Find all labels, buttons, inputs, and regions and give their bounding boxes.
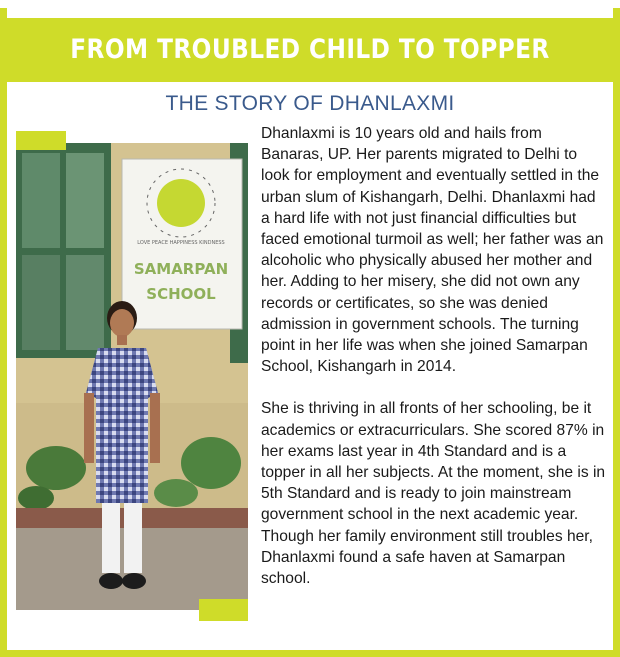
school-sign: [122, 159, 242, 329]
accent-block-top: [16, 131, 66, 150]
title-banner: [7, 18, 613, 82]
story-paragraph-1: Dhanlaxmi is 10 years old and hails from Banaras, UP. Her parents migrated to Delhi to look for employment and eventually settled in the urban slum of Kishangarh, Delhi. Dhanlaxmi had a hard life with not just financial difficulties but faced emotional turmoil as well; her father was an alcoholic who physically abused her mother and her. Adding to her misery, she did not own any records or certificates, so she was denied admission in government schools. The turning point in her life was when she joined Samarpan School, Kishangarh in 2014.: [261, 125, 604, 376]
sign-tagline: LOVE PEACE HAPPINESS KINDNESS: [137, 240, 225, 246]
story-subtitle: THE STORY OF DHANLAXMI: [165, 92, 455, 115]
top-margin: [0, 0, 620, 8]
story-paragraph-2: She is thriving in all fronts of her schooling, be it academics or extracurriculars. She scored 87% in her exams last year in 4th Standard and is a topper in all her subjects. At the moment, she is in 5th Standard and is ready to join mainstream government school in the next academic year. Though her family environment still troubles her, Dhanlaxmi found a safe haven at Samarpan school.: [261, 400, 606, 588]
banner-title: FROM TROUBLED CHILD TO TOPPER: [70, 34, 550, 65]
student-photo: [16, 143, 248, 610]
sign-text-line2: SCHOOL: [146, 285, 216, 303]
accent-block-bottom: [199, 599, 248, 621]
sign-text-line1: SAMARPAN: [133, 260, 229, 278]
story-body: [261, 123, 606, 589]
